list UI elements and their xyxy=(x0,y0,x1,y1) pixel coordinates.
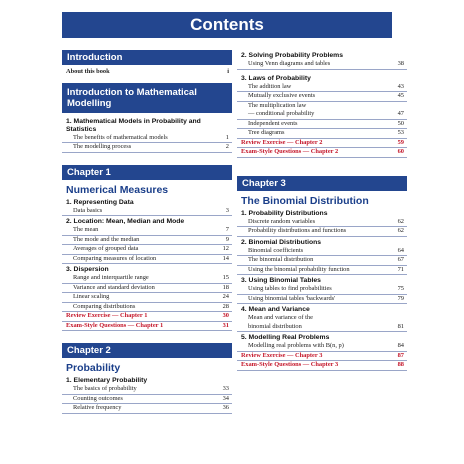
subsection-heading: 2. Location: Mean, Median and Mode xyxy=(66,218,185,225)
toc-entry[interactable] xyxy=(237,218,407,228)
toc-entry[interactable] xyxy=(237,92,407,102)
toc-entry[interactable] xyxy=(237,227,407,237)
toc-entry[interactable] xyxy=(237,120,407,130)
entry-title: Variance and standard deviation xyxy=(73,283,155,291)
entry-page: 47 xyxy=(397,110,404,117)
entry-title: The binomial distribution xyxy=(248,256,314,263)
entry-title: The basics of probability xyxy=(73,385,137,392)
entry-title: Tree diagrams xyxy=(248,129,285,136)
entry-page: i xyxy=(227,68,229,75)
entry-title: Mean and variance of the binomial distribution xyxy=(248,314,313,330)
toc-entry[interactable] xyxy=(237,295,407,305)
entry-page: 1 xyxy=(225,133,229,141)
entry-page: 71 xyxy=(397,265,404,273)
entry-page: 38 xyxy=(397,60,404,67)
chapter-title-2: Probability xyxy=(66,362,121,374)
toc-entry[interactable] xyxy=(62,385,232,395)
entry-page: 18 xyxy=(222,283,229,291)
entry-title: Mutually exclusive events xyxy=(248,92,316,99)
subsection-heading: 3. Using Binomial Tables xyxy=(241,277,321,284)
entry-title: Independent events xyxy=(248,119,298,127)
toc-entry[interactable] xyxy=(62,245,232,255)
entry-title: Range and interquartile range xyxy=(73,274,149,281)
entry-page: 67 xyxy=(397,256,404,263)
entry-title: Exam-Style Questions — Chapter 1 xyxy=(66,321,164,329)
toc-entry[interactable] xyxy=(237,285,407,295)
entry-page: 64 xyxy=(397,246,404,254)
subsection-heading: 3. Dispersion xyxy=(66,266,109,273)
entry-title: Discrete random variables xyxy=(248,217,316,225)
entry-page: 3 xyxy=(225,206,229,214)
entry-title: Using the binomial probability function xyxy=(248,265,350,273)
entry-page: 7 xyxy=(225,226,229,233)
subsection-heading: 1. Representing Data xyxy=(66,198,134,206)
entry-title: Binomial coefficients xyxy=(248,246,304,254)
entry-page: 43 xyxy=(397,82,404,90)
chapter-band-3: Chapter 3 xyxy=(237,176,407,191)
entry-page: 31 xyxy=(222,321,229,329)
entry-title: Counting outcomes xyxy=(73,394,123,402)
entry-title: The multiplication law — conditional probability xyxy=(248,101,315,117)
entry-page: 9 xyxy=(225,235,229,243)
toc-entry[interactable] xyxy=(62,143,232,153)
entry-title: Comparing measures of location xyxy=(73,254,157,262)
subsection-heading: 2. Solving Probability Problems xyxy=(241,52,343,59)
entry-title: Exam-Style Questions — Chapter 3 xyxy=(241,361,339,368)
entry-page: 36 xyxy=(222,404,229,411)
toc-entry[interactable] xyxy=(237,83,407,93)
entry-title: The mode and the median xyxy=(73,235,140,243)
toc-entry[interactable] xyxy=(62,226,232,236)
entry-page: 2 xyxy=(225,143,229,150)
entry-title: The addition law xyxy=(248,82,292,90)
chapter-title-3: The Binomial Distribution xyxy=(241,194,369,207)
entry-page: 81 xyxy=(397,322,404,330)
entry-page: 60 xyxy=(397,148,404,155)
toc-entry[interactable] xyxy=(237,247,407,257)
toc-entry[interactable] xyxy=(237,256,407,266)
entry-page: 50 xyxy=(397,119,404,127)
subsection-heading: 3. Laws of Probability xyxy=(241,74,311,82)
toc-entry[interactable] xyxy=(237,266,407,276)
entry-page: 28 xyxy=(222,302,229,310)
entry-title: Using binomial tables 'backwards' xyxy=(248,294,336,302)
toc-entry[interactable] xyxy=(237,314,407,332)
entry-title: Data basics xyxy=(73,206,103,214)
toc-entry[interactable] xyxy=(237,102,407,120)
entry-page: 75 xyxy=(397,285,404,292)
exam-questions-entry[interactable] xyxy=(237,148,407,158)
entry-page: 15 xyxy=(222,274,229,281)
entry-title: The benefits of mathematical models xyxy=(73,133,168,141)
entry-page: 12 xyxy=(222,245,229,252)
section-band-modelling: Introduction to Mathematical Modelling xyxy=(62,83,232,113)
toc-entry[interactable] xyxy=(62,207,232,217)
chapter-band-2: Chapter 2 xyxy=(62,343,232,358)
entry-title: Review Exercise — Chapter 3 xyxy=(241,351,323,359)
toc-entry[interactable] xyxy=(62,404,232,414)
entry-title: Exam-Style Questions — Chapter 2 xyxy=(241,148,339,155)
page-title: Contents xyxy=(62,12,392,38)
toc-entry[interactable] xyxy=(62,255,232,265)
toc-entry[interactable] xyxy=(237,60,407,70)
entry-page: 45 xyxy=(397,92,404,99)
review-exercise-entry[interactable] xyxy=(237,139,407,149)
subsection-heading: 4. Mean and Variance xyxy=(241,306,310,313)
entry-page: 84 xyxy=(397,342,404,349)
review-exercise-entry[interactable] xyxy=(237,352,407,362)
toc-entry[interactable] xyxy=(237,342,407,352)
entry-title: Averages of grouped data xyxy=(73,245,139,252)
subsection-heading: 5. Modelling Real Problems xyxy=(241,334,330,341)
entry-title: Probability distributions and functions xyxy=(248,227,347,234)
entry-page: 14 xyxy=(222,254,229,262)
subsection-heading: 2. Binomial Distributions xyxy=(241,238,322,246)
toc-entry[interactable] xyxy=(62,293,232,303)
toc-entry[interactable] xyxy=(62,236,232,246)
toc-entry[interactable] xyxy=(62,303,232,313)
subsection-heading: 1. Mathematical Models in Probability and Statistics xyxy=(66,117,201,133)
entry-title: Using Venn diagrams and tables xyxy=(248,60,331,67)
review-exercise-entry[interactable] xyxy=(62,312,232,322)
toc-entry[interactable] xyxy=(62,68,232,77)
entry-page: 30 xyxy=(222,312,229,319)
entry-page: 53 xyxy=(397,129,404,136)
entry-title: Relative frequency xyxy=(73,404,122,411)
exam-questions-entry[interactable] xyxy=(237,361,407,371)
entry-page: 88 xyxy=(397,361,404,368)
entry-page: 87 xyxy=(397,351,404,359)
right-column xyxy=(237,50,407,371)
toc-entry[interactable] xyxy=(62,134,232,144)
entry-page: 24 xyxy=(222,293,229,300)
entry-page: 33 xyxy=(222,385,229,392)
entry-title: Review Exercise — Chapter 2 xyxy=(241,138,323,146)
entry-page: 62 xyxy=(397,217,404,225)
section-band-introduction: Introduction xyxy=(62,50,232,65)
entry-title: The mean xyxy=(73,226,99,233)
entry-page: 59 xyxy=(397,138,404,146)
toc-entry[interactable] xyxy=(62,395,232,405)
exam-questions-entry[interactable] xyxy=(62,322,232,332)
subsection-heading: 1. Elementary Probability xyxy=(66,377,148,384)
entry-title: Linear scaling xyxy=(73,293,110,300)
chapter-title-1: Numerical Measures xyxy=(66,183,169,196)
entry-title: The modelling process xyxy=(73,143,132,150)
subsection-heading: 1. Probability Distributions xyxy=(241,209,328,217)
entry-title: Review Exercise — Chapter 1 xyxy=(66,312,148,319)
toc-entry[interactable] xyxy=(62,284,232,294)
entry-page: 34 xyxy=(222,394,229,402)
entry-title: Comparing distributions xyxy=(73,302,136,310)
entry-page: 62 xyxy=(397,227,404,234)
entry-page: 79 xyxy=(397,294,404,302)
entry-title: Using tables to find probabilities xyxy=(248,285,332,292)
entry-title: Modelling real problems with B(n, p) xyxy=(248,342,344,349)
chapter-band-1: Chapter 1 xyxy=(62,165,232,180)
toc-entry[interactable] xyxy=(62,274,232,284)
left-column xyxy=(62,50,232,414)
toc-entry[interactable] xyxy=(237,129,407,139)
entry-title: About this book xyxy=(66,68,110,75)
